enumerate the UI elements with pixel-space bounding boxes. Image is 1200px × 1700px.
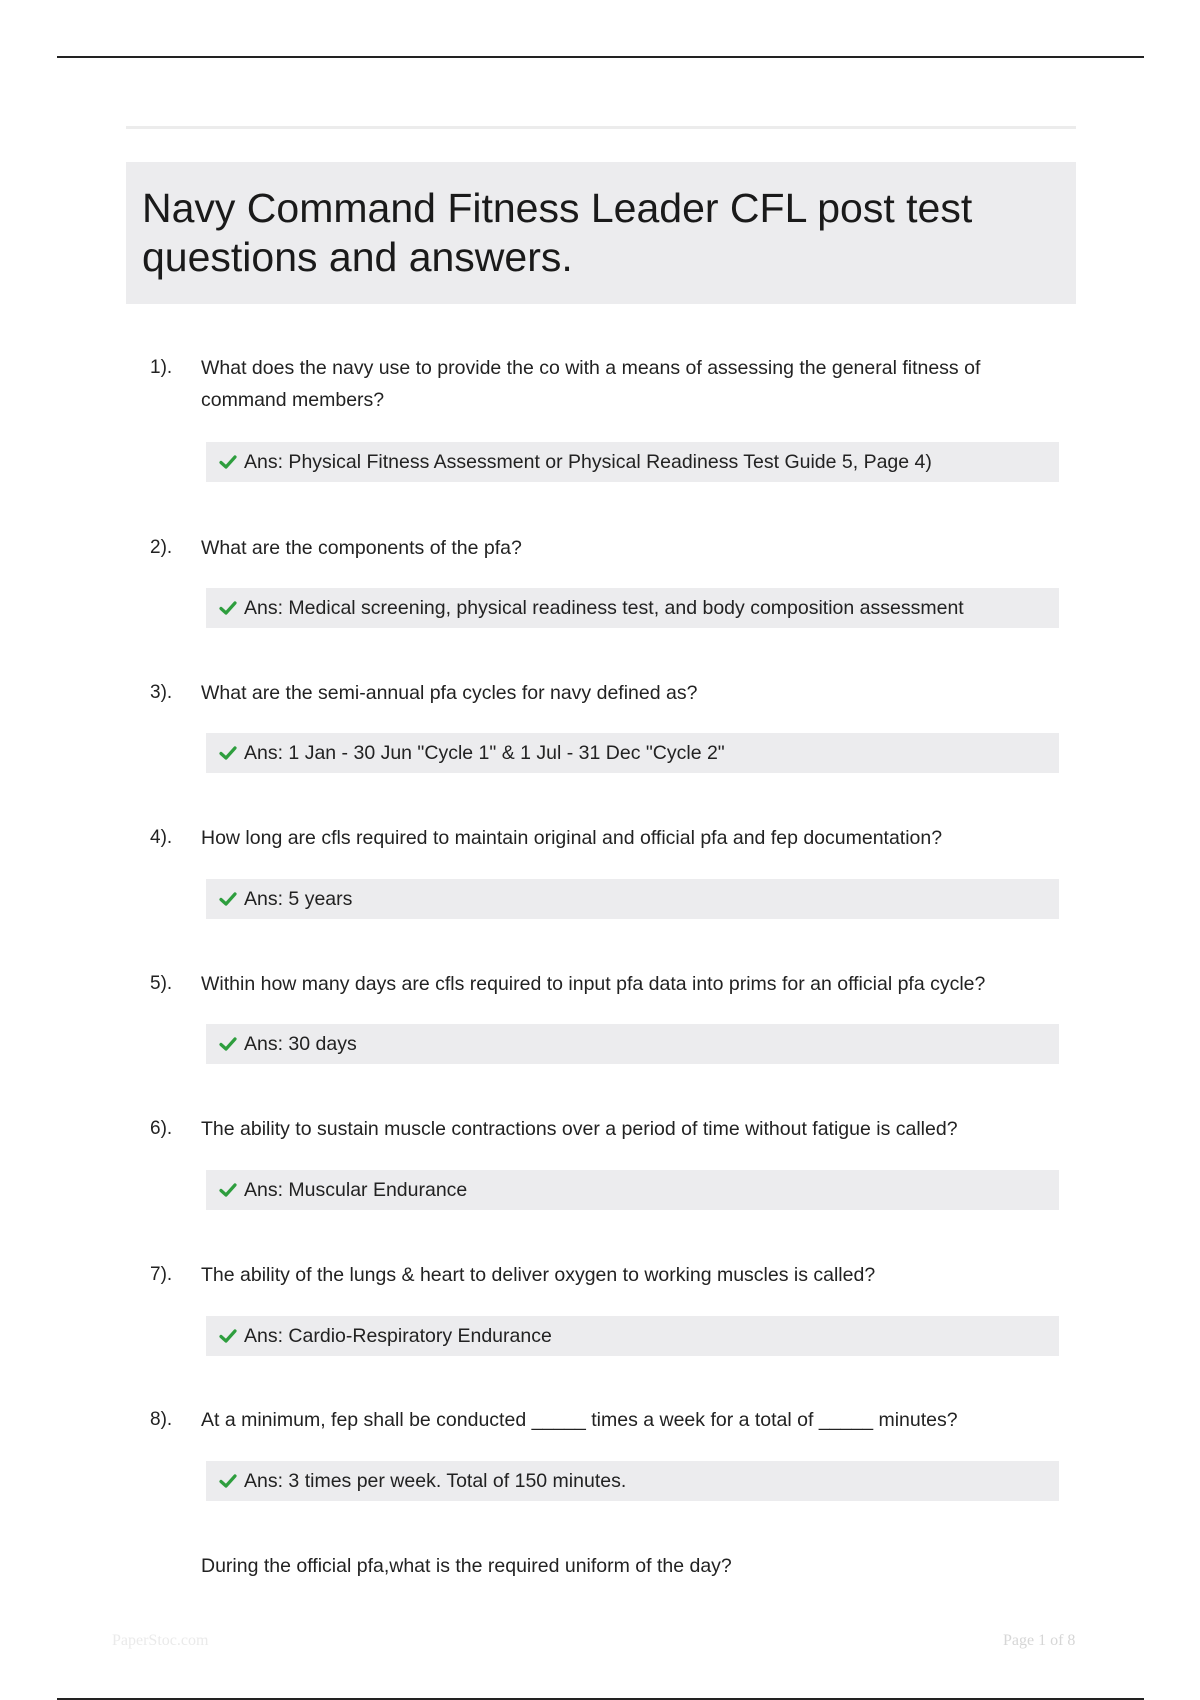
answer-box (206, 1170, 1059, 1210)
answer-box (206, 879, 1059, 919)
answer-text: Ans: 3 times per week. Total of 150 minutes. (244, 1469, 627, 1492)
answer-box (206, 588, 1059, 628)
question-number: 3). (150, 682, 173, 703)
checkmark-icon (218, 1326, 238, 1346)
top-rule (57, 56, 1144, 58)
question-number: 7). (150, 1264, 173, 1285)
checkmark-icon (218, 598, 238, 618)
page-title: Navy Command Fitness Leader CFL post test questions and answers. (142, 185, 973, 280)
answer-box (206, 442, 1059, 482)
question-number: 1). (150, 357, 173, 378)
answer-box (206, 1024, 1059, 1064)
footer-watermark: PaperStoc.com (112, 1632, 209, 1649)
answer-box (206, 1461, 1059, 1501)
answer-text: Ans: Medical screening, physical readiness test, and body composition assessment (244, 596, 964, 619)
answer-box (206, 733, 1059, 773)
checkmark-icon (218, 743, 238, 763)
question-text: What does the navy use to provide the co with a means of assessing the general fitness of command members? (201, 357, 981, 411)
page-number: Page 1 of 8 (1003, 1632, 1076, 1649)
checkmark-icon (218, 1180, 238, 1200)
answer-box (206, 1316, 1059, 1356)
checkmark-icon (218, 889, 238, 909)
question-text: How long are cfls required to maintain original and official pfa and fep documentation? (201, 827, 943, 849)
answer-text: Ans: 5 years (244, 887, 353, 910)
answer-text: Ans: 1 Jan - 30 Jun "Cycle 1" & 1 Jul - 31 Dec "Cycle 2" (244, 741, 725, 764)
question-number: 4). (150, 827, 173, 848)
answer-text: Ans: Muscular Endurance (244, 1178, 468, 1201)
checkmark-icon (218, 452, 238, 472)
answer-text: Ans: Cardio-Respiratory Endurance (244, 1324, 552, 1347)
question-text: The ability to sustain muscle contractions over a period of time without fatigue is called? (201, 1118, 958, 1140)
question-number: 8). (150, 1409, 173, 1430)
answer-text: Ans: Physical Fitness Assessment or Physical Readiness Test Guide 5, Page 4) (244, 450, 932, 473)
question-text: Within how many days are cfls required to input pfa data into prims for an official pfa cycle? (201, 973, 986, 995)
question-number: 6). (150, 1118, 173, 1139)
header-divider (126, 126, 1076, 129)
question-text: During the official pfa,what is the required uniform of the day? (201, 1555, 732, 1577)
question-text: The ability of the lungs & heart to deliver oxygen to working muscles is called? (201, 1264, 876, 1286)
question-number: 2). (150, 537, 173, 558)
question-text: At a minimum, fep shall be conducted _____ times a week for a total of _____ minutes? (201, 1409, 958, 1431)
question-text: What are the components of the pfa? (201, 537, 522, 559)
question-text: What are the semi-annual pfa cycles for navy defined as? (201, 682, 698, 704)
title-banner (126, 162, 1076, 304)
answer-text: Ans: 30 days (244, 1032, 357, 1055)
question-number: 5). (150, 973, 173, 994)
checkmark-icon (218, 1034, 238, 1054)
checkmark-icon (218, 1471, 238, 1491)
